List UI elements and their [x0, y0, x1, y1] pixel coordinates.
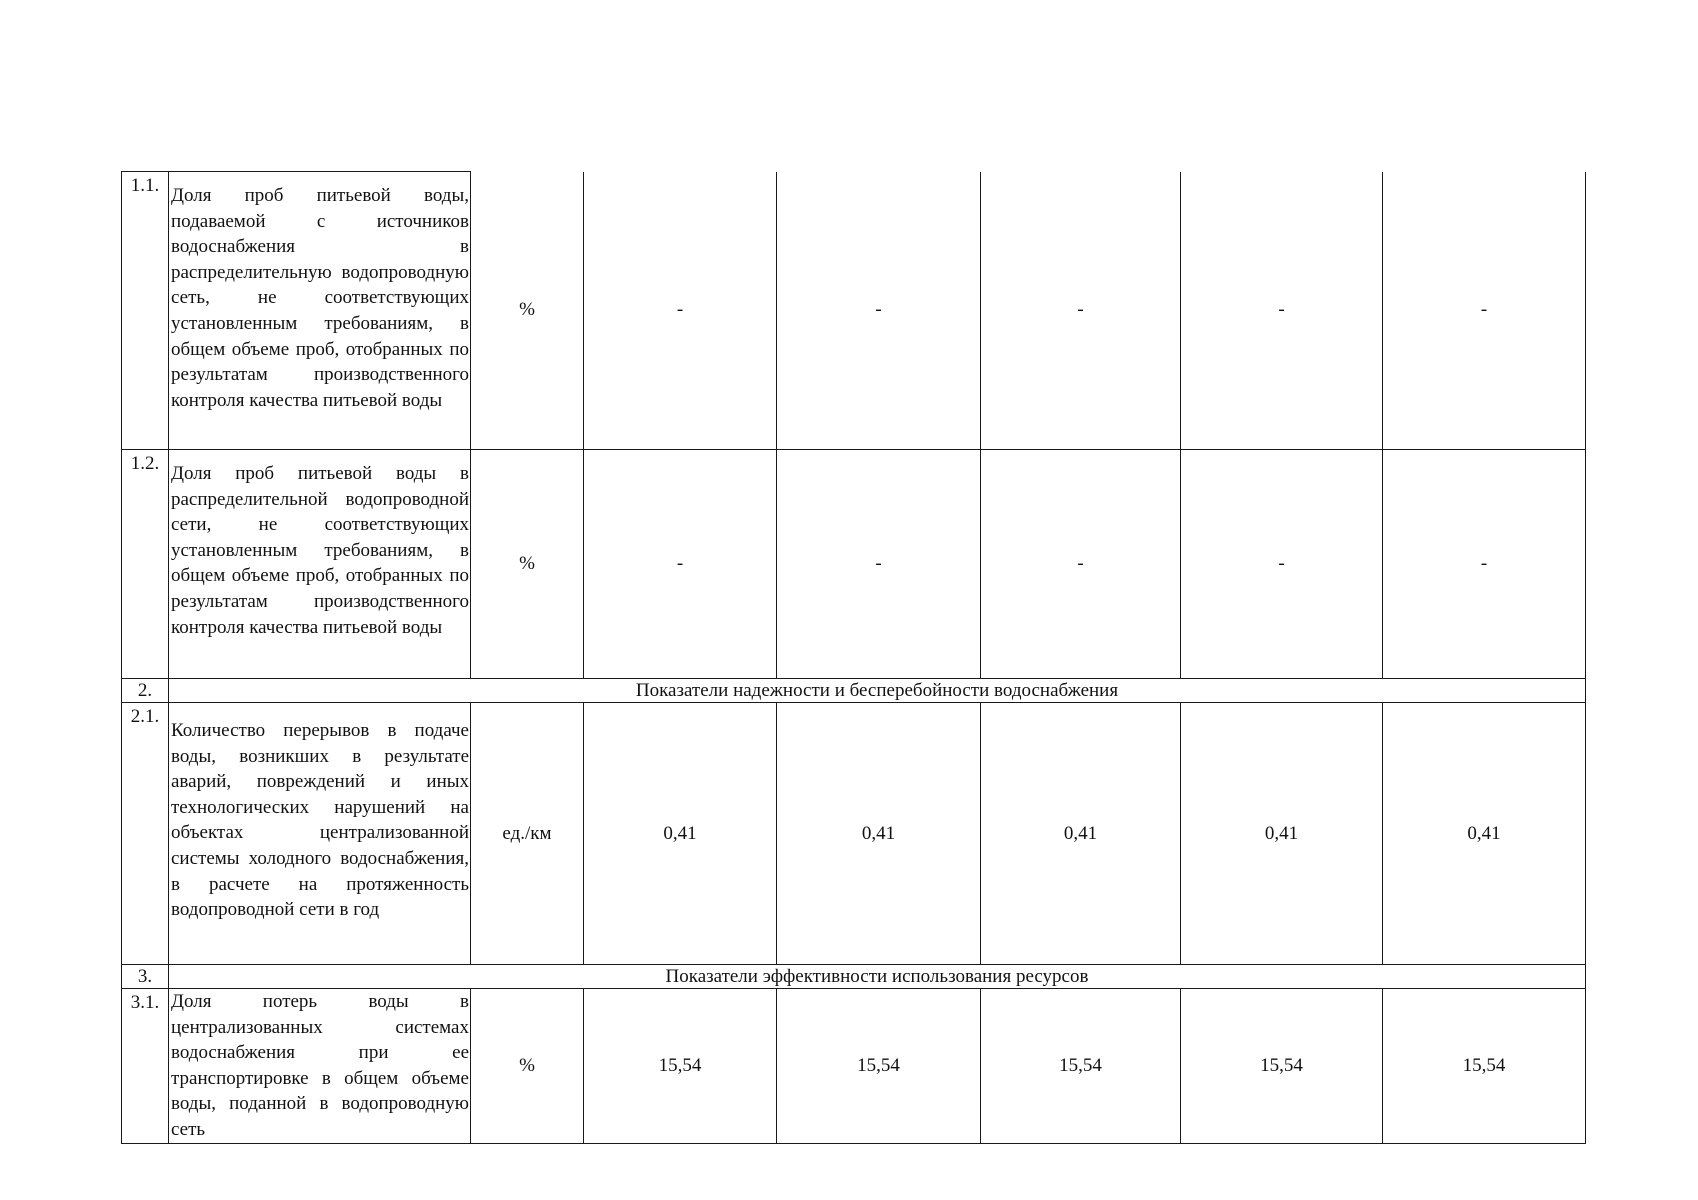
indicators-table — [121, 171, 1586, 1144]
table-row — [122, 989, 1586, 1144]
table-row — [122, 172, 1586, 450]
section-number: 3. — [122, 965, 169, 989]
value-cell: - — [981, 172, 1181, 450]
table-row — [122, 450, 1586, 679]
value-cell: - — [584, 450, 777, 679]
section-number: 2. — [122, 679, 169, 703]
section-row — [122, 679, 1586, 703]
value-cell: 15,54 — [981, 989, 1181, 1144]
value-cell: 15,54 — [777, 989, 981, 1144]
value-cell: 0,41 — [981, 703, 1181, 965]
unit-cell: % — [471, 450, 584, 679]
value-cell: 0,41 — [777, 703, 981, 965]
table-row — [122, 703, 1586, 965]
value-cell: - — [1181, 450, 1383, 679]
unit-cell: % — [471, 989, 584, 1144]
section-title: Показатели эффективности использования ресурсов — [169, 965, 1586, 989]
value-cell: - — [1383, 172, 1586, 450]
unit-cell: % — [471, 172, 584, 450]
value-cell: - — [1383, 450, 1586, 679]
value-cell: 15,54 — [1181, 989, 1383, 1144]
indicator-description — [169, 450, 471, 679]
indicator-description-text: Количество перерывов в подаче воды, возникших в результате аварий, повреждений и иных технологических нарушений на объектах централизованной системы холодного водоснабжения, в расчете на протяженность водопроводной сети в год — [171, 720, 469, 921]
section-title: Показатели надежности и бесперебойности водоснабжения — [169, 679, 1586, 703]
value-cell: 15,54 — [1383, 989, 1586, 1144]
value-cell: - — [1181, 172, 1383, 450]
section-row — [122, 965, 1586, 989]
row-number: 2.1. — [122, 703, 169, 965]
value-cell: 0,41 — [1383, 703, 1586, 965]
value-cell: - — [584, 172, 777, 450]
row-number: 3.1. — [122, 989, 169, 1144]
value-cell: - — [777, 172, 981, 450]
value-cell: 0,41 — [1181, 703, 1383, 965]
indicator-description-text: Доля проб питьевой воды в распределительной водопроводной сети, не соответствующих установленным требованиям, в общем объеме проб, отобранных по результатам производственного контроля качества питьевой воды — [171, 463, 469, 638]
value-cell: 0,41 — [584, 703, 777, 965]
value-cell: 15,54 — [584, 989, 777, 1144]
unit-cell: ед./км — [471, 703, 584, 965]
row-number: 1.1. — [122, 172, 169, 450]
indicator-description-text: Доля потерь воды в централизованных системах водоснабжения при ее транспортировке в общем объеме воды, поданной в водопроводную сеть — [171, 991, 469, 1140]
indicator-description — [169, 989, 471, 1144]
indicator-description — [169, 703, 471, 965]
value-cell: - — [981, 450, 1181, 679]
row-number: 1.2. — [122, 450, 169, 679]
indicator-description-text: Доля проб питьевой воды, подаваемой с источников водоснабжения в распределительную водопроводную сеть, не соответствующих установленным требованиям, в общем объеме проб, отобранных по результатам производственного контроля качества питьевой воды — [171, 185, 469, 411]
indicator-description — [169, 172, 471, 450]
value-cell: - — [777, 450, 981, 679]
